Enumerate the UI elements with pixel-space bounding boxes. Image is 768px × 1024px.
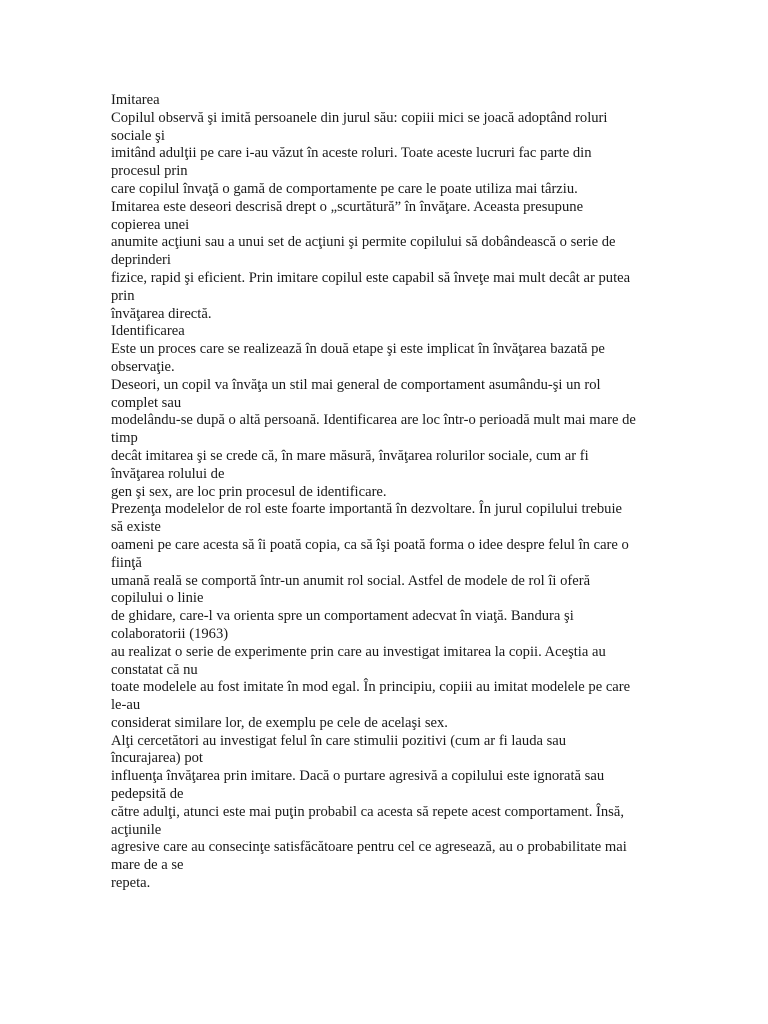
text-line: de ghidare, care-l va orienta spre un comportament adecvat în viaţă. Bandura şi: [111, 608, 574, 625]
text-line: deprinderi: [111, 252, 171, 269]
text-line: Este un proces care se realizează în două etape şi este implicat în învăţarea bazată pe: [111, 341, 605, 358]
text-line: modelându-se după o altă persoană. Identificarea are loc într-o perioadă mult mai mare de: [111, 412, 636, 429]
text-line: complet sau: [111, 394, 182, 411]
text-line: Prezenţa modelelor de rol este foarte importantă în dezvoltare. În jurul copilului trebuie: [111, 501, 622, 518]
text-line: copierea unei: [111, 216, 190, 233]
text-line: învăţarea rolului de: [111, 465, 225, 482]
text-line: pedepsită de: [111, 786, 184, 803]
text-line: prin: [111, 287, 135, 304]
text-line: Alţi cercetători au investigat felul în care stimulii pozitivi (cum ar fi lauda sau: [111, 732, 567, 749]
text-line: colaboratorii (1963): [111, 625, 229, 642]
text-line: învăţarea directă.: [111, 305, 212, 322]
text-line: influenţa învăţarea prin imitare. Dacă o purtare agresivă a copilului este ignorată sau: [111, 768, 605, 785]
document-body: [111, 92, 671, 893]
text-line: Deseori, un copil va învăţa un stil mai general de comportament asumându-şi un rol: [111, 376, 601, 393]
text-line: constatat că nu: [111, 661, 198, 678]
heading-imitarea: Imitarea: [111, 92, 160, 108]
text-line: imitând adulţii pe care i-au văzut în aceste roluri. Toate aceste lucruri fac parte din: [111, 145, 592, 162]
text-line: încurajarea) pot: [111, 750, 203, 767]
text-line: observaţie.: [111, 358, 175, 375]
text-line: sociale şi: [111, 127, 165, 144]
text-line: oameni pe care acesta să îi poată copia, ca să îşi poată forma o idee despre felul în care o: [111, 536, 629, 553]
text-line: Imitarea este deseori descrisă drept o „scurtătură” în învăţare. Aceasta presupune: [111, 198, 584, 215]
text-line: către adulţi, atunci este mai puţin probabil ca acesta să repete acest comportament. Însă,: [111, 803, 624, 820]
text-line: fizice, rapid şi eficient. Prin imitare copilul este capabil să înveţe mai mult decât ar putea: [111, 269, 631, 286]
text-line: timp: [111, 430, 138, 447]
text-line: umană reală se comportă într-un anumit rol social. Astfel de modele de rol îi oferă: [111, 572, 591, 589]
text-line: procesul prin: [111, 163, 188, 180]
text-line: să existe: [111, 519, 161, 536]
text-line: decât imitarea şi se crede că, în mare măsură, învăţarea rolurilor sociale, cum ar fi: [111, 447, 589, 464]
text-line: fiinţă: [111, 554, 142, 571]
text-line: le-au: [111, 697, 141, 714]
text-line: au realizat o serie de experimente prin care au investigat imitarea la copii. Aceştia au: [111, 643, 606, 660]
text-line: repeta.: [111, 875, 151, 892]
text-line: agresive care au consecinţe satisfăcătoare pentru cel ce agresează, au o probabilitate mai: [111, 839, 627, 856]
text-line: Copilul observă şi imită persoanele din jurul său: copiii mici se joacă adoptând roluri: [111, 109, 608, 126]
text-line: considerat similare lor, de exemplu pe cele de acelaşi sex.: [111, 714, 448, 731]
text-line: care copilul învaţă o gamă de comportamente pe care le poate utiliza mai târziu.: [111, 180, 578, 197]
text-line: anumite acţiuni sau a unui set de acţiuni şi permite copilului să dobândească o serie de: [111, 234, 616, 251]
text-line: copilului o linie: [111, 590, 204, 607]
text-line: mare de a se: [111, 857, 184, 874]
heading-identificarea: Identificarea: [111, 323, 185, 340]
text-line: toate modelele au fost imitate în mod egal. În principiu, copiii au imitat modelele pe care: [111, 679, 631, 696]
text-line: gen şi sex, are loc prin procesul de identificare.: [111, 483, 387, 500]
text-line: acţiunile: [111, 821, 162, 838]
